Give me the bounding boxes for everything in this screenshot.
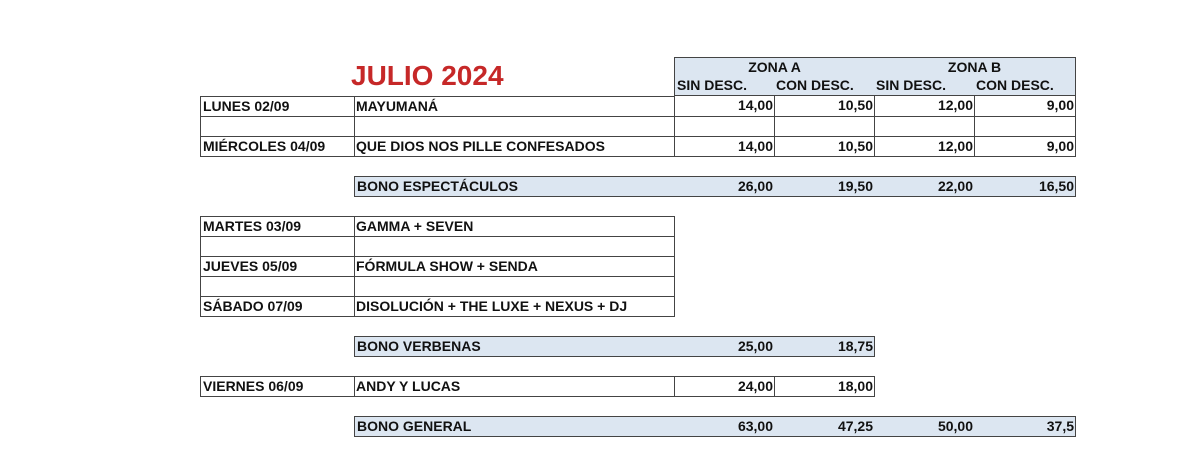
price-cell: 63,00 <box>674 416 775 437</box>
price-cell: 9,00 <box>974 136 1076 157</box>
bono-espectaculos-label: BONO ESPECTÁCULOS <box>354 176 675 197</box>
price-cell: 9,00 <box>974 96 1076 116</box>
price-cell: 47,25 <box>774 416 875 437</box>
price-cell: 25,00 <box>674 336 775 357</box>
price-cell: 12,00 <box>874 136 975 157</box>
price-cell: 22,00 <box>874 176 975 197</box>
price-cell: 37,5 <box>974 416 1076 437</box>
spacer-cell <box>874 116 975 136</box>
spacer-cell <box>354 116 675 136</box>
zone-b-header: ZONA B <box>874 57 1076 77</box>
day-cell-jueves: JUEVES 05/09 <box>200 256 355 276</box>
spacer-cell <box>974 116 1076 136</box>
day-cell-sabado: SÁBADO 07/09 <box>200 296 355 317</box>
price-cell: 50,00 <box>874 416 975 437</box>
spacer-cell <box>200 276 355 296</box>
spacer-cell <box>200 236 355 256</box>
price-cell: 18,00 <box>774 376 875 397</box>
spacer-cell <box>674 116 775 136</box>
price-cell: 26,00 <box>674 176 775 197</box>
spacer-cell <box>200 116 355 136</box>
spacer-cell <box>354 236 675 256</box>
event-cell-martes: GAMMA + SEVEN <box>354 216 675 236</box>
event-cell-lunes: MAYUMANÁ <box>354 96 675 116</box>
price-cell: 14,00 <box>674 136 775 157</box>
col-header-a-sin-desc: SIN DESC. <box>674 76 775 96</box>
event-cell-sabado: DISOLUCIÓN + THE LUXE + NEXUS + DJ <box>354 296 675 317</box>
price-cell: 18,75 <box>774 336 875 357</box>
day-cell-lunes: LUNES 02/09 <box>200 96 355 116</box>
zone-a-header: ZONA A <box>674 57 875 77</box>
page-title: JULIO 2024 <box>351 60 504 91</box>
price-cell: 10,50 <box>774 136 875 157</box>
price-cell: 24,00 <box>674 376 775 397</box>
event-cell-jueves: FÓRMULA SHOW + SENDA <box>354 256 675 276</box>
event-cell-miercoles: QUE DIOS NOS PILLE CONFESADOS <box>354 136 675 157</box>
price-cell: 19,50 <box>774 176 875 197</box>
price-cell: 12,00 <box>874 96 975 116</box>
event-cell-viernes: ANDY Y LUCAS <box>354 376 675 397</box>
spacer-cell <box>774 116 875 136</box>
col-header-b-con-desc: CON DESC. <box>974 76 1076 96</box>
col-header-a-con-desc: CON DESC. <box>774 76 875 96</box>
price-cell: 10,50 <box>774 96 875 116</box>
day-cell-martes: MARTES 03/09 <box>200 216 355 236</box>
day-cell-viernes: VIERNES 06/09 <box>200 376 355 397</box>
bono-verbenas-label: BONO VERBENAS <box>354 336 675 357</box>
spacer-cell <box>354 276 675 296</box>
price-cell: 14,00 <box>674 96 775 116</box>
day-cell-miercoles: MIÉRCOLES 04/09 <box>200 136 355 157</box>
price-cell: 16,50 <box>974 176 1076 197</box>
bono-general-label: BONO GENERAL <box>354 416 675 437</box>
col-header-b-sin-desc: SIN DESC. <box>874 76 975 96</box>
